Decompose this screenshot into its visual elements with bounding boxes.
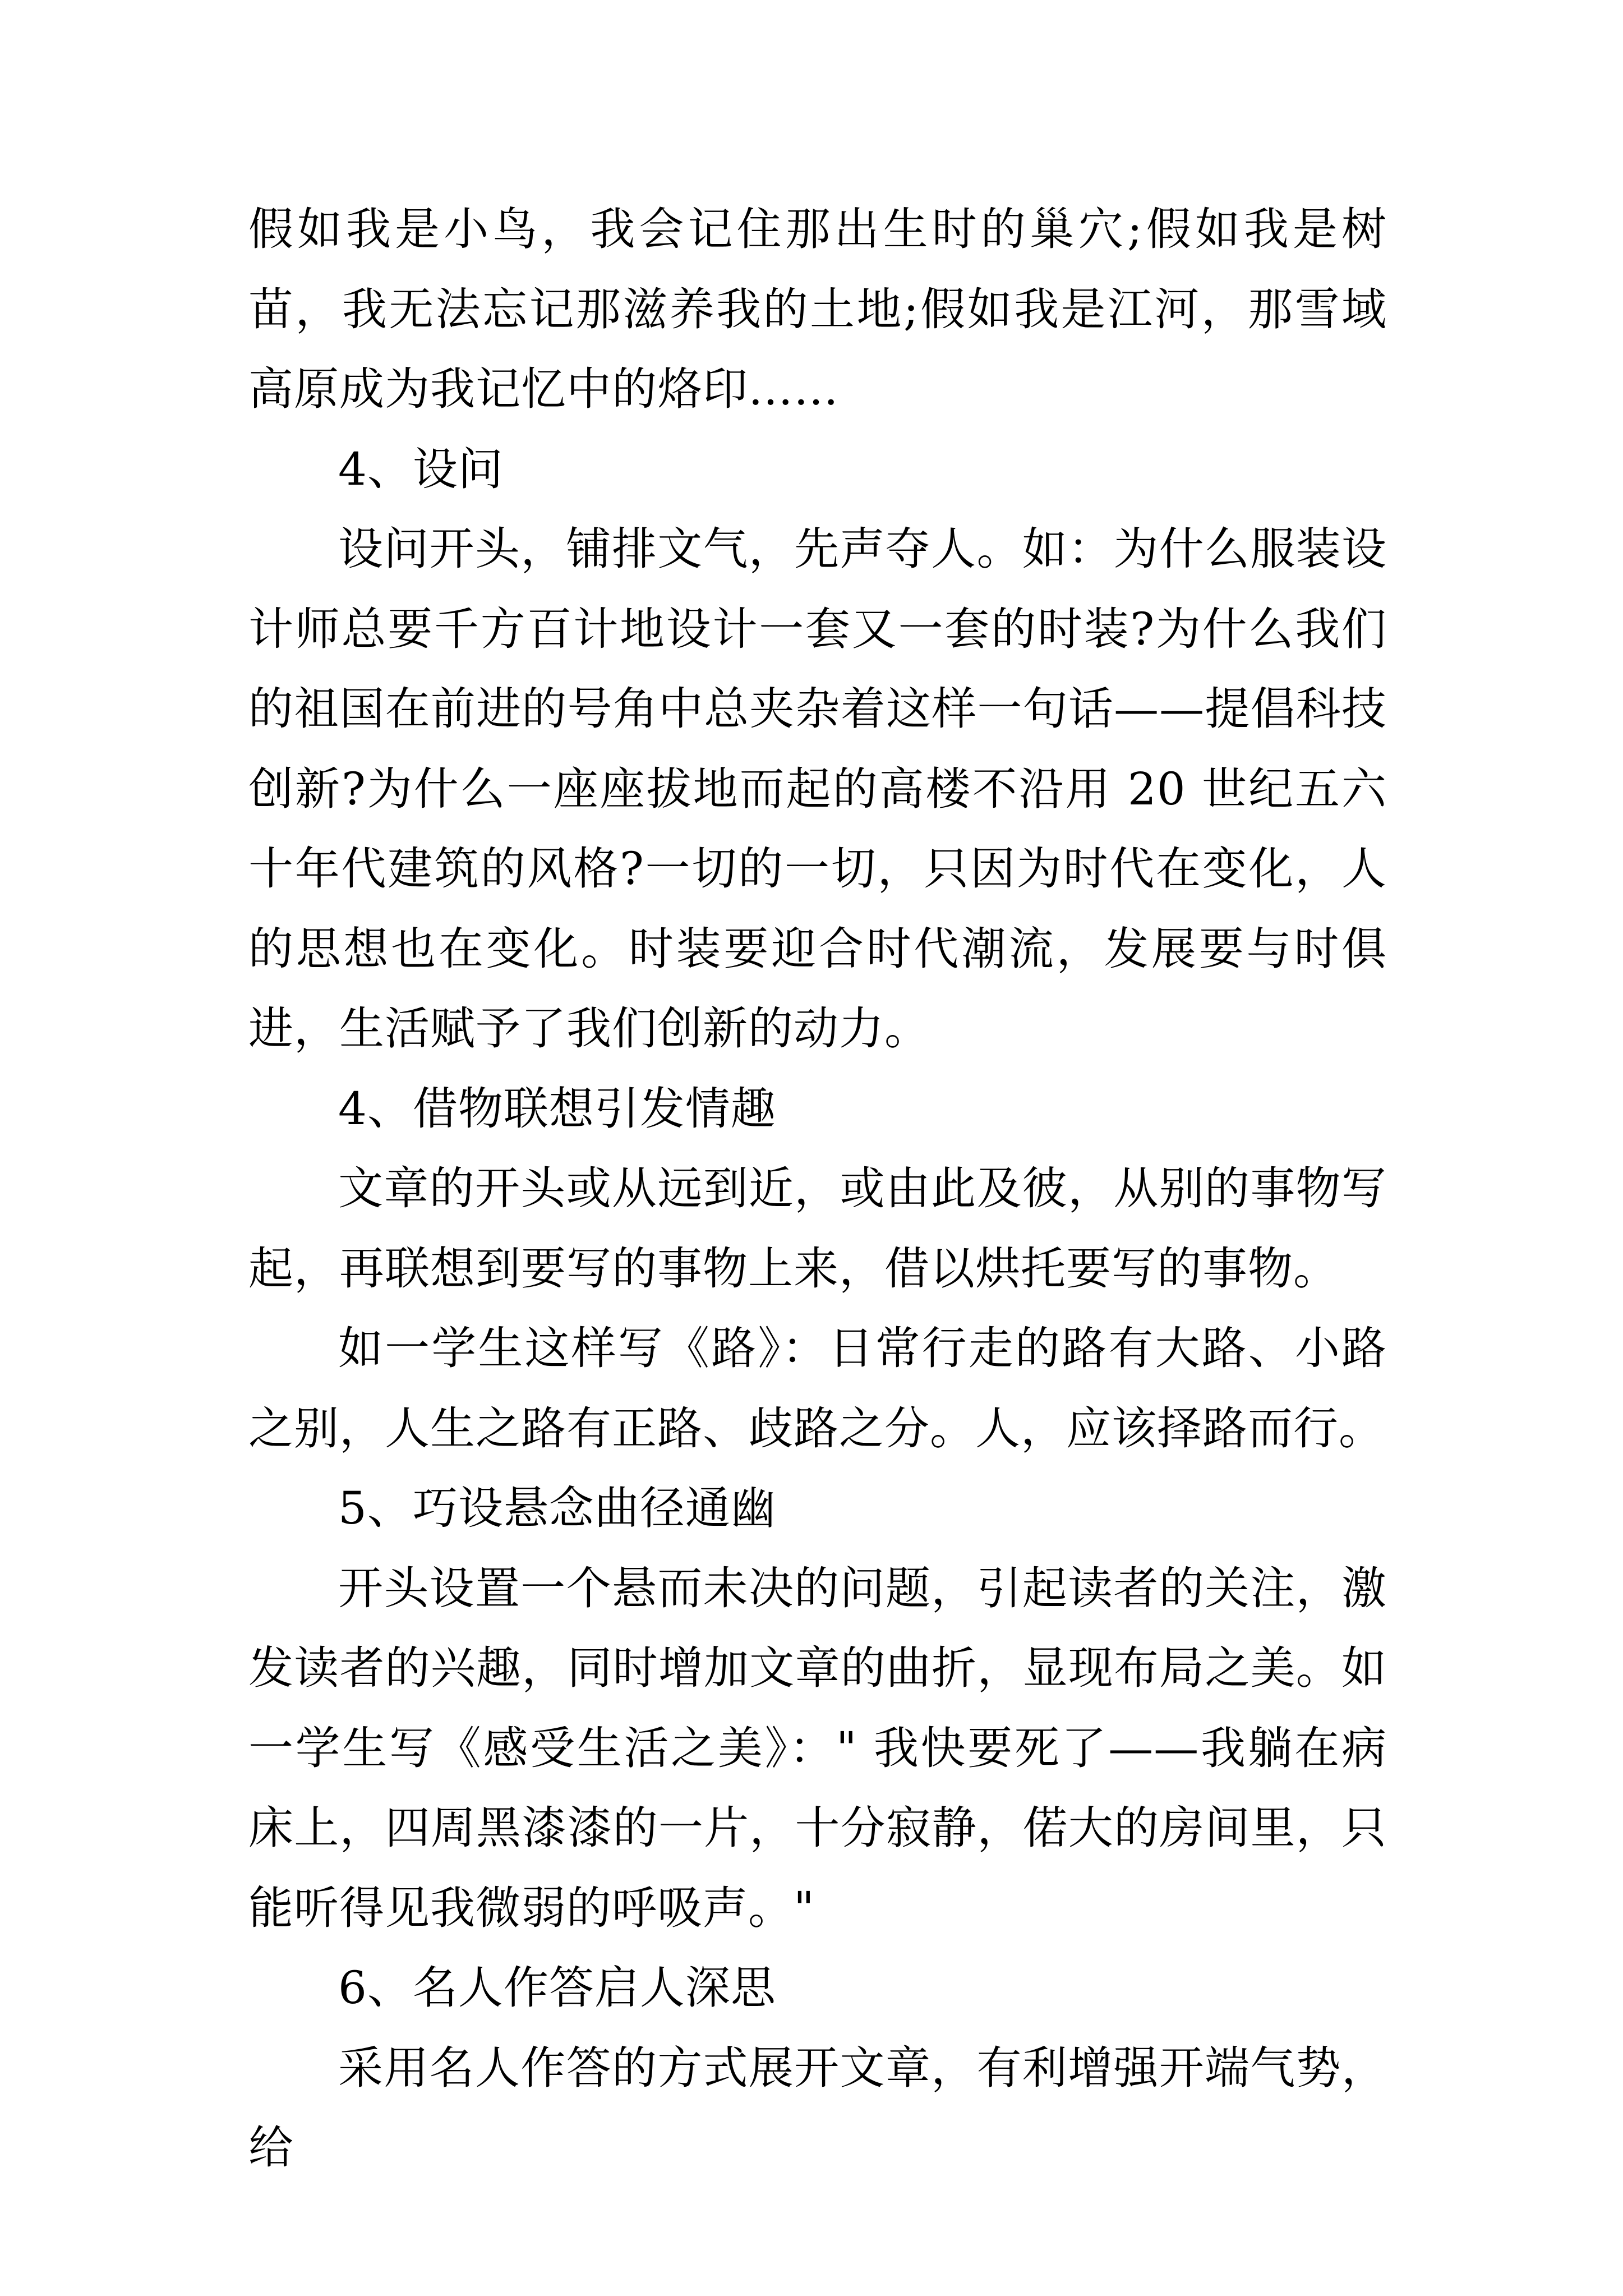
section-heading: 4、设问 bbox=[338, 443, 504, 495]
section-heading: 5、巧设悬念曲径通幽 bbox=[338, 1482, 776, 1534]
paragraph: 文章的开头或从远到近，或由此及彼，从别的事物写起，再联想到要写的事物上来，借以烘托要写的事物。 bbox=[248, 1162, 1387, 1295]
paragraph-continued: 假如我是小鸟，我会记住那出生时的巢穴;假如我是树苗，我无法忘记那滋养我的土地;假如我是江河，那雪域高原成为我记忆中的烙印…… bbox=[248, 203, 1387, 415]
paragraph: 采用名人作答的方式展开文章，有利增强开端气势，给 bbox=[248, 2041, 1387, 2174]
document-body bbox=[248, 190, 1387, 2188]
paragraph: 如一学生这样写《路》：日常行走的路有大路、小路之别，人生之路有正路、歧路之分。人，应该择路而行。 bbox=[248, 1322, 1387, 1455]
paragraph: 开头设置一个悬而未决的问题，引起读者的关注，激发读者的兴趣，同时增加文章的曲折，显现布局之美。如一学生写《感受生活之美》：" 我快要死了——我躺在病床上，四周黑漆漆的一片，十分寂静，偌大的房间里，只能听得见我微弱的呼吸声。" bbox=[248, 1562, 1387, 1934]
section-heading: 4、借物联想引发情趣 bbox=[338, 1082, 776, 1135]
section-heading: 6、名人作答启人深思 bbox=[338, 1962, 776, 2014]
paragraph: 设问开头，铺排文气，先声夺人。如：为什么服装设计师总要千方百计地设计一套又一套的时装?为什么我们的祖国在前进的号角中总夹杂着这样一句话——提倡科技创新?为什么一座座拔地而起的高楼不沿用 20 世纪五六十年代建筑的风格?一切的一切，只因为时代在变化，人的思想也在变化。时装要迎合时代潮流，发展要与时俱进，生活赋予了我们创新的动力。 bbox=[248, 523, 1387, 1055]
